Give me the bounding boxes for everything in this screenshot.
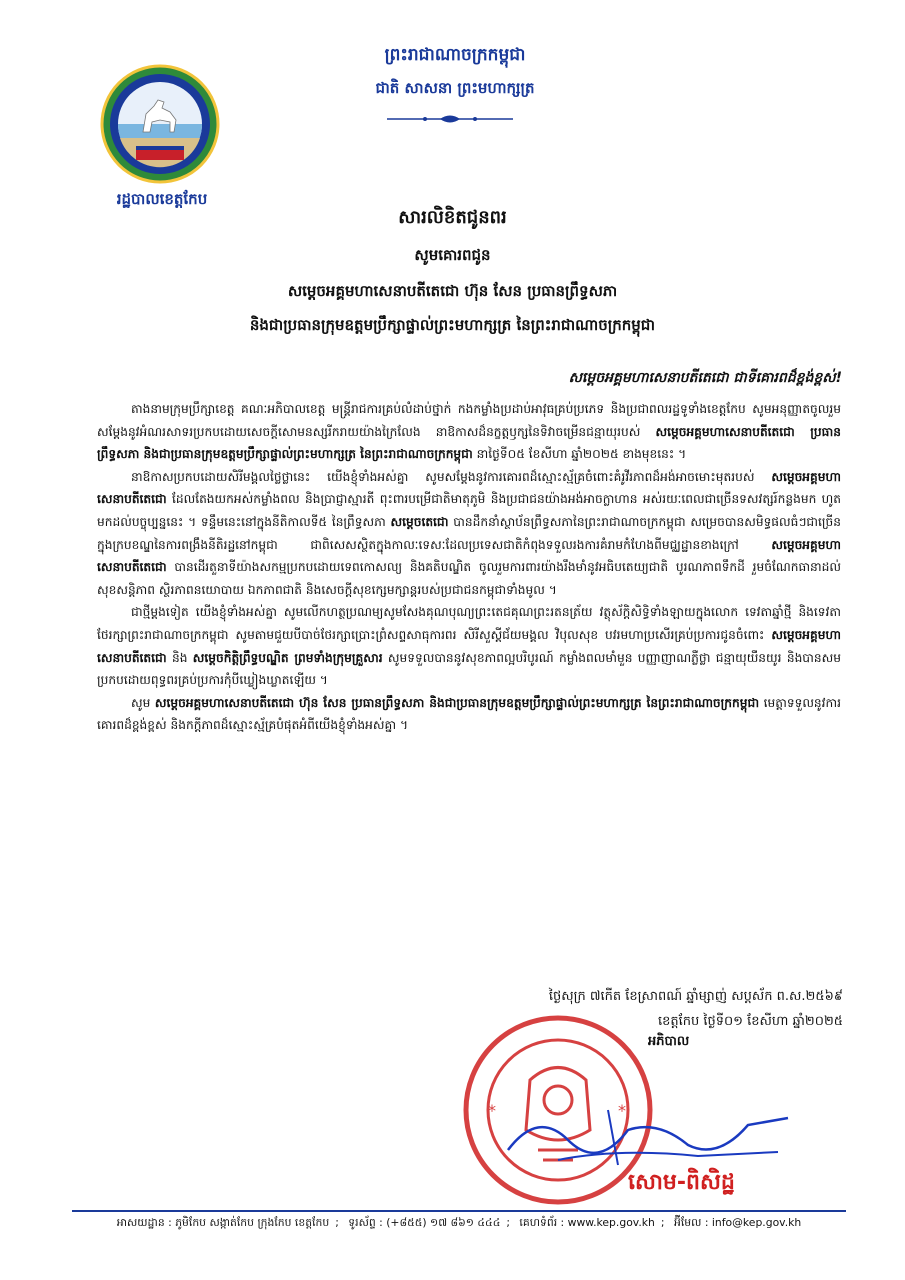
provincial-seal-icon bbox=[98, 62, 222, 186]
footer-website-link[interactable]: គេហទំព័រ : www.kep.gov.kh bbox=[519, 1216, 655, 1229]
salutation: សម្ដេចអគ្គមហាសេនាបតីតេជោ ជាទីគោរពដ៏ខ្ពង់ខ្ពស់! bbox=[568, 370, 842, 386]
letter-title: សារលិខិតជូនពរ bbox=[398, 207, 507, 228]
date-solar: ខេត្តកែប ថ្ងៃទី០១ ខែសីហា ឆ្នាំ២០២៥ bbox=[657, 1014, 843, 1029]
svg-text:*: * bbox=[618, 1101, 626, 1120]
recipient-line1: សម្ដេចអគ្គមហាសេនាបតីតេជោ ហ៊ុន សែន ប្រធានព្រឹទ្ធសភា bbox=[287, 282, 618, 300]
ornament-divider-icon bbox=[385, 112, 515, 126]
footer-divider bbox=[72, 1210, 846, 1212]
governor-title: អភិបាល bbox=[648, 1034, 690, 1049]
logo-caption: រដ្ឋបាលខេត្តកែប bbox=[116, 190, 208, 208]
paragraph-3: ជាថ្មីម្ដងទៀត យើងខ្ញុំទាំងអស់គ្នា សូមលើកហត្ថប្រណម្យសូមសែងគុណបុណ្យព្រះតេជគុណព្រះរតនត្រ័យ វត្ថុស័ក្តិសិទ្ធិទាំងឡាយក្នុងលោក ទេវតាឆ្នាំថ្មី និងទេវតាថែរក្សាព្រះរាជាណាចក្រកម្ពុជា សូមតាមជួយបីបាច់ថែរក្សាប្រោះព្រំសព្ទសាធុការពរ សិរីសួស្ដីជ័យមង្គល វិបុលសុខ បវរមហាប្រសើរគ្រប់ប្រការជូនចំពោះ សម្ដេចអគ្គមហាសេនាបតីតេជោ និង សម្ដេចកិត្តិព្រឹទ្ធបណ្ឌិត ព្រមទាំងក្រុមគ្រួសារ សូមទទួលបាននូវសុខភាពល្អបរិបូរណ៍ កម្លាំងពលមាំមួន បញ្ញាញាណភ្លឺថ្លា ជន្មាយុយឺនយូរ និងបានសមប្រកបដោយពុទ្ធពរគ្រប់ប្រការកុំបីឃ្លៀងឃ្លាតឡើយ ។ bbox=[97, 605, 841, 688]
date-lunar: ថ្ងៃសុក្រ ៧កើត ខែស្រាពណ៍ ឆ្នាំម្សាញ់ សប្តស័ក ព.ស.២៥៦៩ bbox=[548, 989, 843, 1004]
letter-respect: សូមគោរពជូន bbox=[414, 246, 491, 264]
paragraph-4: សូម សម្ដេចអគ្គមហាសេនាបតីតេជោ ហ៊ុន សែន ប្រធានព្រឹទ្ធសភា និងជាប្រធានក្រុមឧត្ដមប្រឹក្សាផ្ទាល់ព្រះមហាក្សត្រ នៃព្រះរាជាណាចក្រកម្ពុជា មេត្តាទទួលនូវការគោរពដ៏ខ្ពង់ខ្ពស់ និងកក្ដីភាពដ៏ស្មោះស្ម័គ្របំផុតអំពីយើងខ្ញុំទាំងអស់គ្នា ។ bbox=[97, 695, 842, 733]
footer-contact: អាសយដ្ឋាន : ភូមិកែប សង្កាត់កែប ក្រុងកែប ខេត្តកែប ; ទូរស័ព្ទ : (+៨៥៥) ១៧ ៨៦១ ៤៤៤ ; គេហទំព័រ : www.kep.gov.kh ; អ៊ីមែល : info@kep.gov.kh bbox=[116, 1216, 802, 1229]
motto-kingdom: ព្រះរាជាណាចក្រកម្ពុជា bbox=[384, 45, 526, 65]
letter-titles bbox=[150, 205, 755, 338]
motto-nation: ជាតិ សាសនា ព្រះមហាក្សត្រ bbox=[375, 79, 535, 97]
handwritten-signature-icon bbox=[498, 1090, 798, 1180]
recipient-line2: និងជាប្រធានក្រុមឧត្ដមប្រឹក្សាផ្ទាល់ព្រះមហាក្សត្រ នៃព្រះរាជាណាចក្រកម្ពុជា bbox=[249, 316, 656, 334]
letter-body bbox=[97, 398, 841, 737]
footer-address: អាសយដ្ឋាន : ភូមិកែប សង្កាត់កែប ក្រុងកែប ខេត្តកែប bbox=[116, 1216, 330, 1229]
svg-text:*: * bbox=[488, 1101, 496, 1120]
signer-name: សោម-ពិសិដ្ឋ bbox=[628, 1170, 735, 1195]
paragraph-2: នាឱកាសប្រកបដោយសិរីមង្គលថ្លៃថ្លានេះ យើងខ្ញុំទាំងអស់គ្នា សូមសម្ដែងនូវការគោរពដ៏ស្មោះស្ម័គ្រចំពោះគំរូវីរភាពដ៏អង់អាចមោះមុតរបស់ សម្ដេចអគ្គមហាសេនាបតីតេជោ ដែលតែងយកអស់កម្លាំងពល និងប្រាជ្ញាស្មារតី ពុះពារបម្រើជាតិមាតុភូមិ និងប្រជាជនយ៉ាងអង់អាចក្លាហាន អស់រយៈពេលជាច្រើនទសវត្សរ៍កន្លងមក ហូតមកដល់បច្ចុប្បន្ននេះ ។ ទន្ទឹមនេះនៅក្នុងនីតិកាលទី៥ នៃព្រឹទ្ធសភា សម្ដេចតេជោ បានដឹកនាំស្ថាប័នព្រឹទ្ធសភានៃព្រះរាជាណាចក្រកម្ពុជា សម្រេចបានសមិទ្ធផលធំៗជាច្រើនក្នុងក្របខណ្ឌនៃការពង្រឹងនីតិរដ្ឋនៅកម្ពុជា ជាពិសេសស្ថិតក្នុងកាលៈទេសៈដែលប្រទេសជាតិកំពុងទទួលរងការគំរាមកំហែងពីមជ្ឈដ្ឋានខាងក្រៅ សម្ដេចអគ្គមហាសេនាបតីតេជោ បានដើរតួនាទីយ៉ាងសកម្មប្រកបដោយទេពកោសល្យ និងគតិបណ្ឌិត ចូលរួមការពារយ៉ាងរឹងមាំនូវអធិបតេយ្យជាតិ បូរណភាពទឹកដី រួមចំណែកធានាដល់សុខសន្តិភាព ស្ថិរភាពនយោបាយ ឯកភាពជាតិ និងសេចក្ដីសុខក្សេមក្សាន្តរបស់ប្រជាជនកម្ពុជាទាំងមូល ។ bbox=[97, 469, 841, 597]
footer-phone: ទូរស័ព្ទ : (+៨៥៥) ១៧ ៨៦១ ៤៤៤ bbox=[348, 1216, 501, 1229]
national-motto bbox=[300, 44, 610, 101]
footer-email-link[interactable]: អ៊ីមែល : info@kep.gov.kh bbox=[673, 1216, 802, 1229]
paragraph-1: តាងនាមក្រុមប្រឹក្សាខេត្ត គណៈអភិបាលខេត្ត មន្ត្រីរាជការគ្រប់លំដាប់ថ្នាក់ កងកម្លាំងប្រដាប់អាវុធគ្រប់ប្រភេទ និងប្រជាពលរដ្ឋទូទាំងខេត្តកែប សូមអនុញ្ញាតចូលរួមសម្ដែងនូវអំណរសាទរប្រកបដោយសេចក្ដីសោមនស្សរីករាយយ៉ាងក្រៃលែង នាឱកាសដ៏នក្ខត្តឫក្សនៃទិវាចម្រើនជន្មាយុរបស់ សម្ដេចអគ្គមហាសេនាបតីតេជោ ប្រធានព្រឹទ្ធសភា និងជាប្រធានក្រុមឧត្ដមប្រឹក្សាផ្ទាល់ព្រះមហាក្សត្រ នៃព្រះរាជាណាចក្រកម្ពុជា នាថ្ងៃទី០៥ ខែសីហា ឆ្នាំ២០២៥ ខាងមុខនេះ ។ bbox=[97, 402, 841, 462]
